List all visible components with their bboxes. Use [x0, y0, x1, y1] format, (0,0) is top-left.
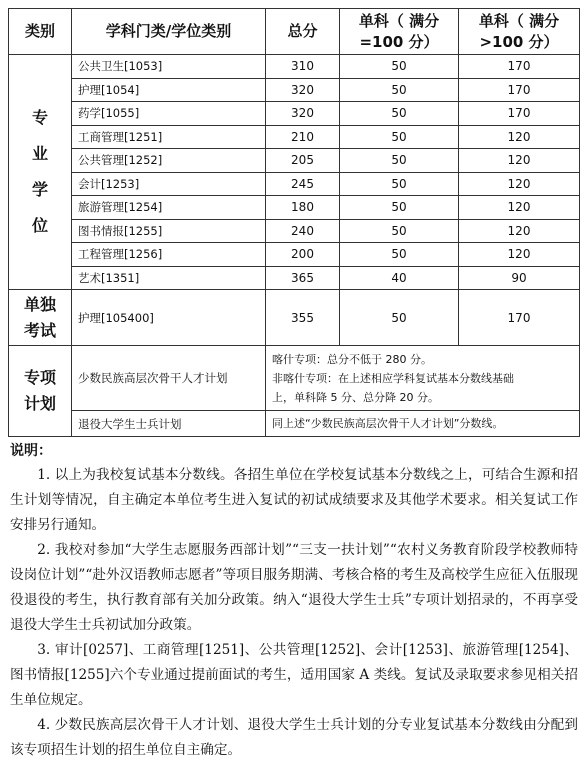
subject-cell: 工程管理[1256] — [72, 243, 266, 267]
table-row — [9, 78, 580, 102]
subject-cell: 工商管理[1251] — [72, 125, 266, 149]
notes-title: 说明： — [10, 443, 52, 459]
exam-single-over-100: 170 — [459, 290, 580, 346]
subject-cell: 旅游管理[1254] — [72, 196, 266, 220]
single-100-cell: 50 — [340, 219, 459, 243]
table-row — [9, 196, 580, 220]
single-100-cell: 50 — [340, 149, 459, 173]
single-100-cell: 50 — [340, 125, 459, 149]
single-over-100-cell: 170 — [459, 55, 580, 79]
single-over-100-cell: 120 — [459, 149, 580, 173]
single-100-cell: 40 — [340, 266, 459, 290]
single-100-cell: 50 — [340, 102, 459, 126]
single-100-cell: 50 — [340, 55, 459, 79]
single-100-cell: 50 — [340, 243, 459, 267]
special-label: 专项 计划 — [9, 346, 72, 437]
total-cell: 240 — [266, 219, 340, 243]
exam-label: 单独 考试 — [9, 290, 72, 346]
table-row — [9, 149, 580, 173]
total-cell: 200 — [266, 243, 340, 267]
score-table — [8, 8, 580, 437]
subject-cell: 艺术[1351] — [72, 266, 266, 290]
exam-total: 355 — [266, 290, 340, 346]
special-note-1: 喀什专项：总分不低于 280 分。 非喀什专项：在上述相应学科复试基本分数线基础 上，单科降 5 分、总分降 20 分。 — [266, 346, 580, 411]
table-row — [9, 219, 580, 243]
total-cell: 320 — [266, 102, 340, 126]
table-row-special-1 — [9, 346, 580, 411]
subject-cell: 护理[1054] — [72, 78, 266, 102]
single-over-100-cell: 120 — [459, 172, 580, 196]
notes-list — [10, 463, 578, 763]
single-100-cell: 50 — [340, 196, 459, 220]
category-char: 业 — [31, 144, 48, 163]
category-char: 位 — [31, 216, 48, 235]
single-100-cell: 50 — [340, 78, 459, 102]
note-item: 4. 少数民族高层次骨干人才计划、退役大学生士兵计划的分专业复试基本分数线由分配到该专项招生计划的招生单位自主确定。 — [10, 717, 578, 758]
category-label-professional — [9, 55, 72, 290]
header-subject: 学科门类/学位类别 — [72, 9, 266, 55]
notes-section — [10, 440, 578, 763]
table-row — [9, 55, 580, 79]
subject-cell: 公共管理[1252] — [72, 149, 266, 173]
note-item: 3. 审计[0257]、工商管理[1251]、公共管理[1252]、会计[1253]、旅游管理[1254]、图书情报[1255]六个专业通过提前面试的考生，适用国家 A 类线。复试及录取要求参见相关招生单位规定。 — [10, 642, 578, 708]
single-over-100-cell: 120 — [459, 196, 580, 220]
category-char: 专 — [31, 108, 48, 127]
header-total: 总分 — [266, 9, 340, 55]
exam-subject: 护理[105400] — [72, 290, 266, 346]
subject-cell: 会计[1253] — [72, 172, 266, 196]
header-category: 类别 — [9, 9, 72, 55]
table-row-special-2 — [9, 411, 580, 437]
special-subject-1: 少数民族高层次骨干人才计划 — [72, 346, 266, 411]
total-cell: 245 — [266, 172, 340, 196]
special-note-2: 同上述“少数民族高层次骨干人才计划”分数线。 — [266, 411, 580, 437]
header-single-over-100: 单科（ 满分>100 分） — [459, 9, 580, 55]
single-100-cell: 50 — [340, 172, 459, 196]
total-cell: 180 — [266, 196, 340, 220]
table-row — [9, 102, 580, 126]
exam-single-100: 50 — [340, 290, 459, 346]
special-subject-2: 退役大学生士兵计划 — [72, 411, 266, 437]
subject-cell: 图书情报[1255] — [72, 219, 266, 243]
table-header-row — [9, 9, 580, 55]
total-cell: 210 — [266, 125, 340, 149]
subject-cell: 药学[1055] — [72, 102, 266, 126]
total-cell: 205 — [266, 149, 340, 173]
single-over-100-cell: 90 — [459, 266, 580, 290]
single-over-100-cell: 120 — [459, 125, 580, 149]
single-over-100-cell: 120 — [459, 219, 580, 243]
note-item: 2. 我校对参加“大学生志愿服务西部计划”“三支一扶计划”“农村义务教育阶段学校教师特设岗位计划”“赴外汉语教师志愿者”等项目服务期满、考核合格的考生及高校学生应征入伍服现役退役的考生，执行教育部有关加分政策。纳入“退役大学生士兵”专项计划招录的，不再享受退役大学生士兵初试加分政策。 — [10, 542, 578, 633]
table-row — [9, 266, 580, 290]
note-item: 1. 以上为我校复试基本分数线。各招生单位在学校复试基本分数线之上，可结合生源和招生计划等情况，自主确定本单位考生进入复试的初试成绩要求及其他学术要求。相关复试工作安排另行通知。 — [10, 467, 578, 533]
total-cell: 365 — [266, 266, 340, 290]
table-row-exam — [9, 290, 580, 346]
table-row — [9, 243, 580, 267]
category-char: 学 — [31, 180, 48, 199]
header-single-100: 单科（ 满分=100 分） — [340, 9, 459, 55]
total-cell: 320 — [266, 78, 340, 102]
single-over-100-cell: 170 — [459, 102, 580, 126]
table-row — [9, 125, 580, 149]
single-over-100-cell: 170 — [459, 78, 580, 102]
total-cell: 310 — [266, 55, 340, 79]
subject-cell: 公共卫生[1053] — [72, 55, 266, 79]
table-row — [9, 172, 580, 196]
single-over-100-cell: 120 — [459, 243, 580, 267]
